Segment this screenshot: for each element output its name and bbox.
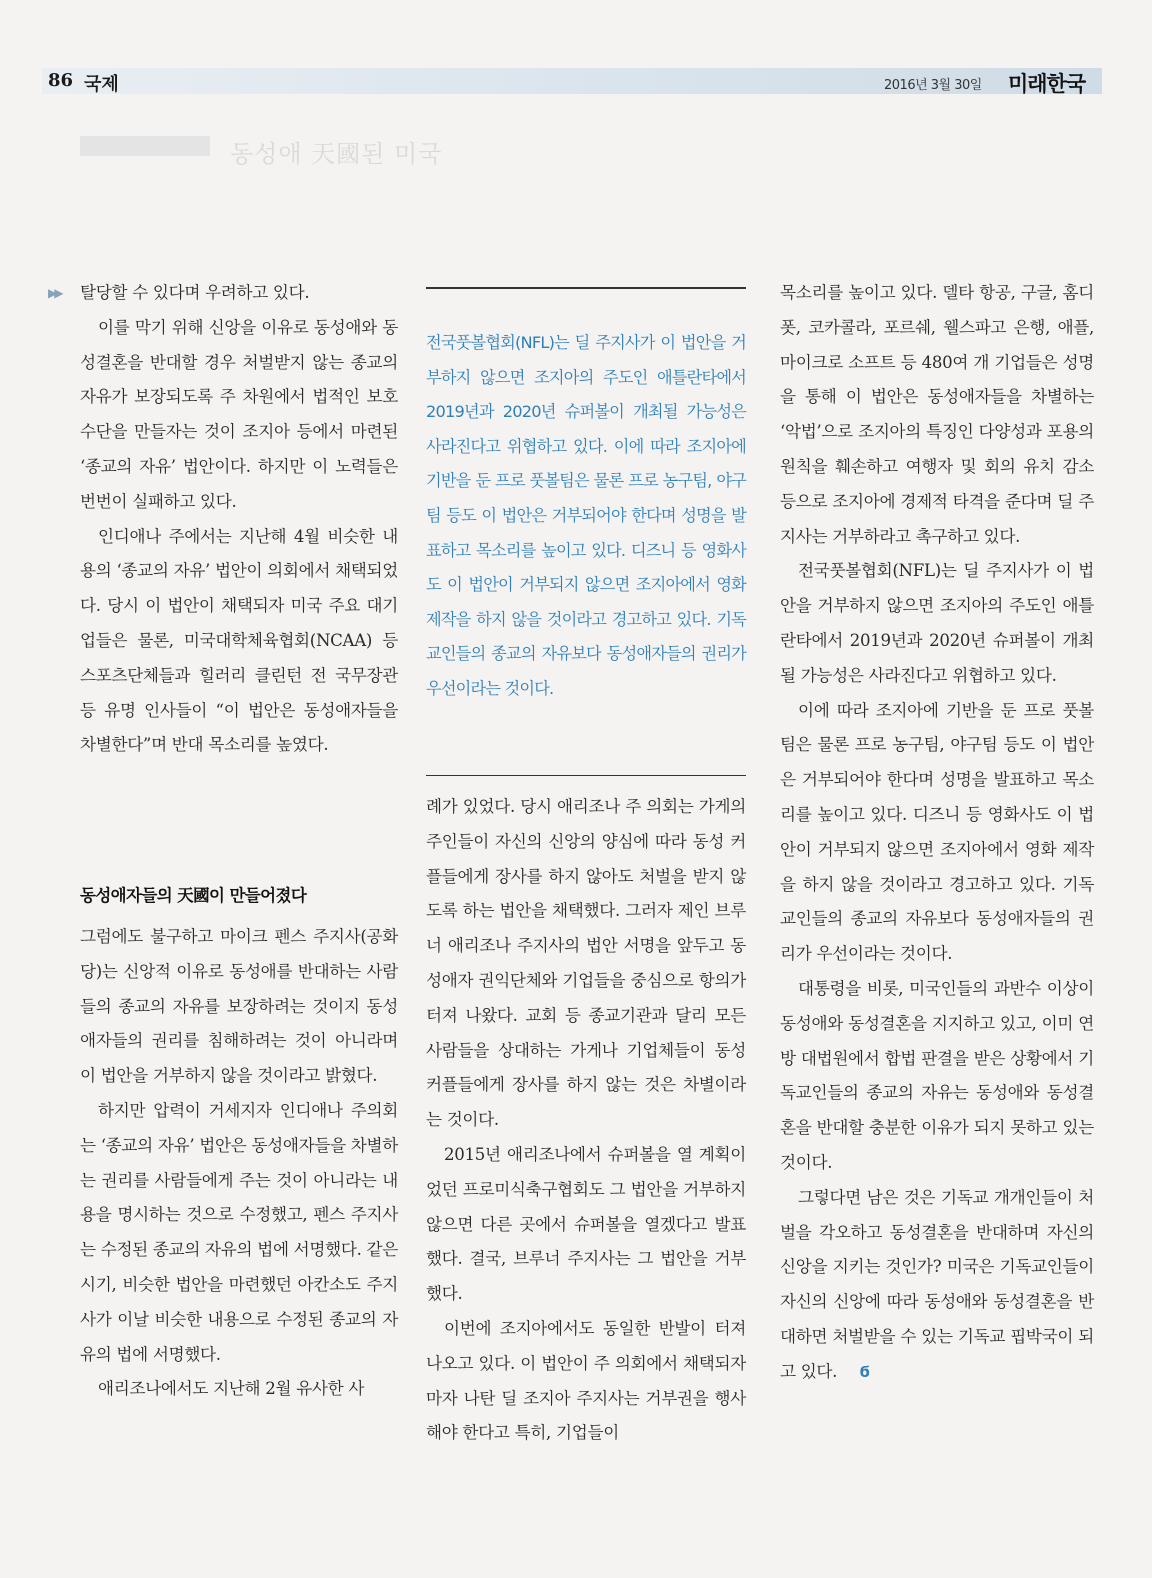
right-paragraph-3: 이에 따라 조지아에 기반을 둔 프로 풋볼 팀은 물론 프로 농구팀, 야구팀 등도 이 법안은 거부되어야 한다며 성명을 발표하고 목소리를 높이고 있다. 디즈니 등 영화사도 이 법안이 거부되지 않으면 조지아에서 영화 제작을 하지 않을 것이라고 경고하고 있다. 기독교인들의 종교의 자유보다 동성애자들의 권리가 우선이라는 것이다. bbox=[780, 700, 1094, 964]
right-paragraph-1: 목소리를 높이고 있다. 델타 항공, 구글, 홈디폿, 코카콜라, 포르쉐, 웰스파고 은행, 애플, 마이크로 소프트 등 480여 개 기업들은 성명을 통해 이 법안은 동성애자들을 차별하는 ‘악법’으로 조지아의 특징인 다양성과 포용의 원칙을 훼손하고 여행자 및 회의 유치 감소 등으로 조지아에 경제적 타격을 준다며 딜 주지사는 거부하라고 촉구하고 있다. bbox=[780, 283, 1094, 546]
left-column-lower bbox=[80, 920, 398, 1407]
page-number: 86 bbox=[48, 70, 74, 91]
middle-paragraph-1: 례가 있었다. 당시 애리조나 주 의회는 가게의 주인들이 자신의 신앙의 양심에 따라 동성 커플들에게 장사를 하지 않아도 처벌을 받지 않도록 하는 법안을 채택했다. 그러자 제인 브루너 애리조나 주지사의 법안 서명을 앞두고 동성애자 권익단체와 기업들을 중심으로 항의가 터져 나왔다. 교회 등 종교기관과 달리 모든 사람들을 상대하는 가게나 기업체들이 동성 커플들에게 장사를 하지 않는 것은 차별이라는 것이다. bbox=[426, 797, 746, 1130]
magazine-logo: 미래한국 bbox=[1008, 72, 1086, 96]
pull-quote-top-rule bbox=[426, 287, 746, 289]
article-end-icon: ϭ bbox=[859, 1362, 870, 1381]
show-through-block bbox=[80, 136, 210, 156]
right-column bbox=[780, 276, 1094, 1390]
right-paragraph-5 bbox=[780, 1181, 1094, 1390]
left-column bbox=[80, 276, 398, 763]
left-paragraph-6: 애리조나에서도 지난해 2월 유사한 사 bbox=[98, 1379, 365, 1399]
issue-date: 2016년 3월 30일 bbox=[884, 78, 982, 93]
left-paragraph-3: 인디애나 주에서는 지난해 4월 비슷한 내용의 ‘종교의 자유’ 법안이 의회에서 채택되었다. 당시 이 법안이 채택되자 미국 주요 대기업들은 물론, 미국대학체육협회(NCAA) 등 스포츠단체들과 힐러리 클린턴 전 국무장관 등 유명 인사들이 “이 법안은 동성애자들을 차별한다”며 반대 목소리를 높였다. bbox=[80, 526, 398, 755]
section-subheading: 동성애자들의 天國이 만들어졌다 bbox=[80, 886, 307, 905]
right-paragraph-5-text: 그렇다면 남은 것은 기독교 개개인들이 처벌을 각오하고 동성결혼을 반대하며 자신의 신앙을 지키는 것인가? 미국은 기독교인들이 자신의 신앙에 따라 동성애와 동성결혼을 반대하면 처벌받을 수 있는 기독교 핍박국이 되고 있다. bbox=[780, 1187, 1094, 1381]
left-paragraph-4: 그럼에도 불구하고 마이크 펜스 주지사(공화당)는 신앙적 이유로 동성애를 반대하는 사람들의 종교의 자유를 보장하려는 것이지 동성애자들의 권리를 침해하려는 것이 아니라며 이 법안을 거부하지 않을 것이라고 밝혔다. bbox=[80, 927, 398, 1086]
show-through-title: 동성애 天國된 미국 bbox=[230, 140, 443, 168]
pull-quote: 전국풋볼협회(NFL)는 딜 주지사가 이 법안을 거부하지 않으면 조지아의 주도인 애틀란타에서 2019년과 2020년 슈퍼볼이 개최될 가능성은 사라진다고 위협하고 있다. 이에 따라 조지아에 기반을 둔 프로 풋볼팀은 물론 프로 농구팀, 야구팀 등도 이 법안은 거부되어야 한다며 성명을 발표하고 목소리를 높이고 있다. 디즈니 등 영화사도 이 법안이 거부되지 않으면 조지아에서 영화 제작을 하지 않을 것이라고 경고하고 있다. 기독교인들의 종교의 자유보다 동성애자들의 권리가 우선이라는 것이다. bbox=[426, 333, 746, 698]
middle-paragraph-2: 2015년 애리조나에서 슈퍼볼을 열 계획이었던 프로미식축구협회도 그 법안을 거부하지 않으면 다른 곳에서 슈퍼볼을 열겠다고 발표했다. 결국, 브루너 주지사는 그 법안을 거부했다. bbox=[426, 1144, 746, 1304]
left-paragraph-5: 하지만 압력이 거세지자 인디애나 주의회는 ‘종교의 자유’ 법안은 동성애자들을 차별하는 권리를 사람들에게 주는 것이 아니라는 내용을 명시하는 것으로 수정했고, 펜스 주지사는 수정된 종교의 자유의 법에 서명했다. 같은 시기, 비슷한 법안을 마련했던 아칸소도 주지사가 이날 비슷한 내용으로 수정된 종교의 자유의 법에 서명했다. bbox=[80, 1100, 398, 1364]
middle-column bbox=[426, 790, 746, 1451]
right-paragraph-2: 전국풋볼협회(NFL)는 딜 주지사가 이 법안을 거부하지 않으면 조지아의 주도인 애틀란타에서 2019년과 2020년 슈퍼볼이 개최될 가능성은 사라진다고 위협하고 있다. bbox=[780, 561, 1094, 685]
left-paragraph-1: 탈당할 수 있다며 우려하고 있다. bbox=[80, 283, 310, 302]
middle-paragraph-3: 이번에 조지아에서도 동일한 반발이 터져 나오고 있다. 이 법안이 주 의회에서 채택되자마자 나탄 딜 조지아 주지사는 거부권을 행사해야 한다고 특히, 기업들이 bbox=[426, 1318, 746, 1443]
continue-arrow-icon: ▶▶ bbox=[48, 286, 61, 300]
pull-quote-bottom-rule bbox=[426, 775, 746, 776]
left-paragraph-2: 이를 막기 위해 신앙을 이유로 동성애와 동성결혼을 반대할 경우 처벌받지 않는 종교의 자유가 보장되도록 주 차원에서 법적인 보호 수단을 만들자는 것이 조지아 등에서 마련된 ‘종교의 자유’ 법안이다. 하지만 이 노력들은 번번이 실패하고 있다. bbox=[80, 317, 398, 511]
right-paragraph-4: 대통령을 비롯, 미국인들의 과반수 이상이 동성애와 동성결혼을 지지하고 있고, 이미 연방 대법원에서 합법 판결을 받은 상황에서 기독교인들의 종교의 자유는 동성애와 동성결혼을 반대할 충분한 이유가 되지 못하고 있는 것이다. bbox=[780, 978, 1094, 1172]
section-name: 국제 bbox=[84, 74, 119, 95]
